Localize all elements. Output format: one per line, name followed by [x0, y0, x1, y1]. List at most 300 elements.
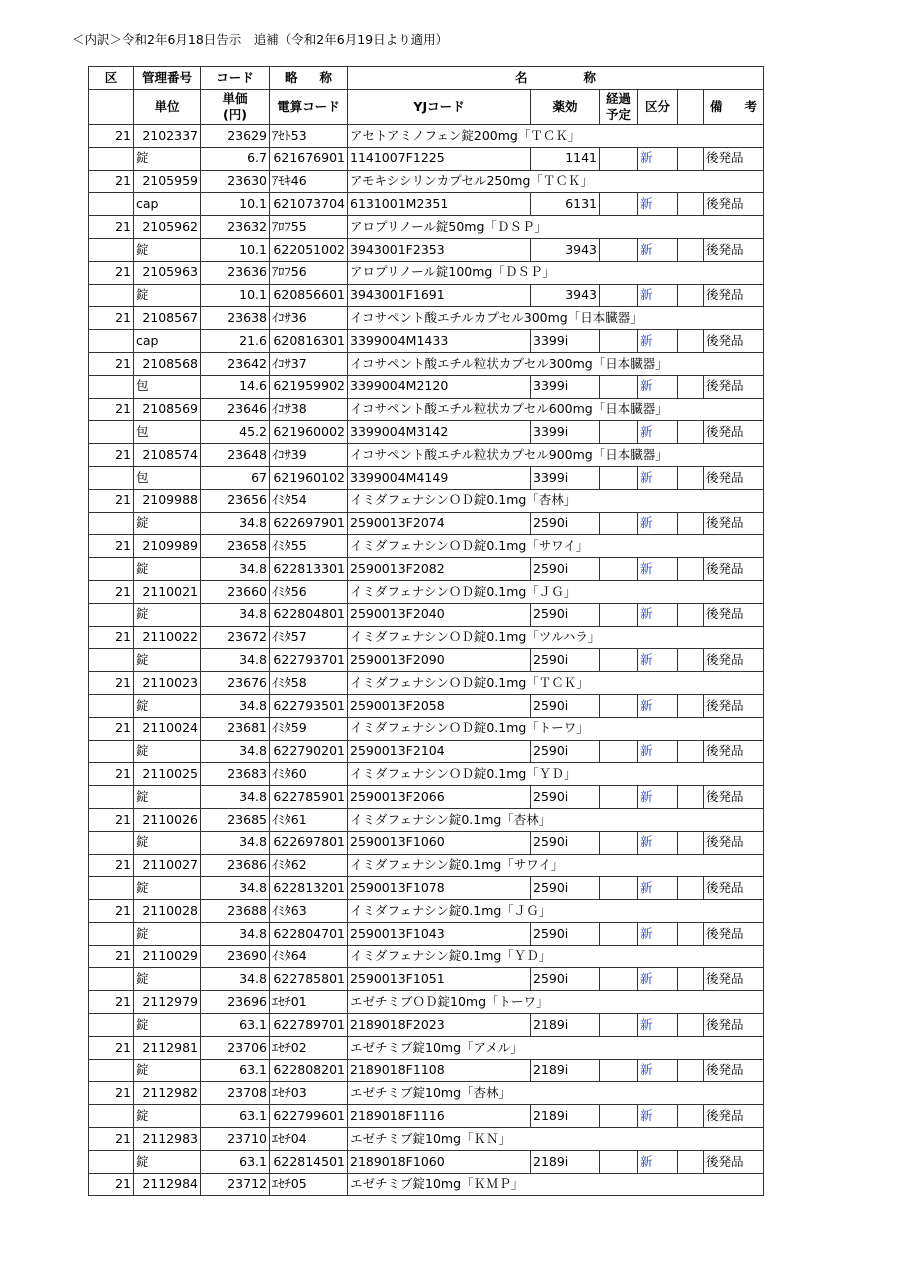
biko-cell: 後発品 — [704, 375, 764, 398]
ku-cell: 21 — [89, 170, 134, 193]
code-cell: 23656 — [201, 489, 270, 512]
kanri-number-cell: 2110027 — [134, 854, 201, 877]
yj-code-cell: 2189018F1116 — [348, 1105, 531, 1128]
abbreviation-cell: ｴｾﾁ01 — [270, 991, 348, 1014]
yakko-cell: 3399i — [531, 421, 600, 444]
blank-cell-2 — [678, 922, 704, 945]
table-row-detail — [89, 740, 764, 763]
kanri-number-cell: 2102337 — [134, 125, 201, 148]
ku-cell: 21 — [89, 1082, 134, 1105]
price-cell: 34.8 — [201, 877, 270, 900]
abbreviation-cell: ｴｾﾁ02 — [270, 1036, 348, 1059]
code-cell: 23629 — [201, 125, 270, 148]
ku-cell: 21 — [89, 307, 134, 330]
ku-cell: 21 — [89, 261, 134, 284]
header-keika-line-1: 経過 — [605, 91, 631, 107]
biko-cell: 後発品 — [704, 512, 764, 535]
abbreviation-cell: ｲﾐﾀ64 — [270, 945, 348, 968]
keika-cell — [600, 558, 638, 581]
blank-cell — [89, 968, 134, 991]
kubun-cell: 新 — [638, 831, 678, 854]
kubun-cell: 新 — [638, 558, 678, 581]
blank-cell-2 — [678, 649, 704, 672]
header-yj: YJコード — [348, 90, 531, 125]
drug-name-cell: アロプリノール錠50mg「ＤＳＰ」 — [348, 216, 764, 239]
unit-cell: 錠 — [134, 694, 201, 717]
kanri-number-cell: 2108568 — [134, 352, 201, 375]
abbreviation-cell: ｴｾﾁ03 — [270, 1082, 348, 1105]
header-ku: 区 — [89, 67, 134, 90]
drug-name-cell: アモキシシリンカプセル250mg「ＴＣＫ」 — [348, 170, 764, 193]
yakko-cell: 2189i — [531, 1150, 600, 1173]
header-tanka-line-1: 単価 — [222, 91, 248, 107]
header-row-1 — [89, 67, 764, 90]
kanri-number-cell: 2110028 — [134, 900, 201, 923]
header-kanri: 管理番号 — [134, 67, 201, 90]
blank-cell — [89, 512, 134, 535]
table-row-detail — [89, 284, 764, 307]
table-row — [89, 1082, 764, 1105]
biko-cell: 後発品 — [704, 740, 764, 763]
keika-cell — [600, 466, 638, 489]
yakko-cell: 2590i — [531, 558, 600, 581]
biko-cell: 後発品 — [704, 284, 764, 307]
kubun-cell: 新 — [638, 786, 678, 809]
blank-cell — [89, 466, 134, 489]
densan-code-cell: 622813201 — [270, 877, 348, 900]
kanri-number-cell: 2110025 — [134, 763, 201, 786]
ku-cell: 21 — [89, 854, 134, 877]
biko-cell: 後発品 — [704, 968, 764, 991]
biko-cell: 後発品 — [704, 421, 764, 444]
table-row-detail — [89, 512, 764, 535]
header-biko-char-2: 考 — [744, 99, 758, 115]
densan-code-cell: 622697801 — [270, 831, 348, 854]
code-cell: 23676 — [201, 672, 270, 695]
keika-cell — [600, 193, 638, 216]
yakko-cell: 2590i — [531, 922, 600, 945]
densan-code-cell: 622790201 — [270, 740, 348, 763]
drug-name-cell: イミダフェナシンＯＤ錠0.1mg「トーワ」 — [348, 717, 764, 740]
price-cell: 63.1 — [201, 1059, 270, 1082]
blank-cell — [89, 558, 134, 581]
table-row-detail — [89, 603, 764, 626]
blank-cell — [89, 375, 134, 398]
abbreviation-cell: ｲﾐﾀ55 — [270, 535, 348, 558]
drug-name-cell: イミダフェナシンＯＤ錠0.1mg「ＹＤ」 — [348, 763, 764, 786]
keika-cell — [600, 1014, 638, 1037]
kubun-cell: 新 — [638, 922, 678, 945]
header-blank — [89, 90, 134, 125]
unit-cell: cap — [134, 193, 201, 216]
blank-cell — [89, 649, 134, 672]
unit-cell: 錠 — [134, 1150, 201, 1173]
yakko-cell: 2590i — [531, 603, 600, 626]
drug-name-cell: アセトアミノフェン錠200mg「ＴＣＫ」 — [348, 125, 764, 148]
table-row — [89, 125, 764, 148]
blank-cell — [89, 786, 134, 809]
yj-code-cell: 3943001F1691 — [348, 284, 531, 307]
header-keika-line-2: 予定 — [605, 107, 631, 122]
keika-cell — [600, 968, 638, 991]
table-row-detail — [89, 968, 764, 991]
abbreviation-cell: ｲﾐﾀ57 — [270, 626, 348, 649]
code-cell: 23660 — [201, 580, 270, 603]
blank-cell — [89, 1014, 134, 1037]
ku-cell: 21 — [89, 580, 134, 603]
kanri-number-cell: 2112984 — [134, 1173, 201, 1196]
header-biko-char-1: 備 — [710, 99, 723, 115]
kanri-number-cell: 2109989 — [134, 535, 201, 558]
blank-cell-2 — [678, 375, 704, 398]
ku-cell: 21 — [89, 672, 134, 695]
biko-cell: 後発品 — [704, 694, 764, 717]
header-mei-char-2: 称 — [583, 69, 597, 85]
unit-cell: 錠 — [134, 1105, 201, 1128]
abbreviation-cell: ｱｾﾄ53 — [270, 125, 348, 148]
yakko-cell: 2590i — [531, 831, 600, 854]
header-ryaku-char-2: 称 — [319, 69, 333, 85]
keika-cell — [600, 375, 638, 398]
table-row — [89, 307, 764, 330]
blank-cell-2 — [678, 968, 704, 991]
code-cell: 23632 — [201, 216, 270, 239]
blank-cell — [89, 740, 134, 763]
yj-code-cell: 2189018F1108 — [348, 1059, 531, 1082]
biko-cell: 後発品 — [704, 831, 764, 854]
header-densan: 電算コード — [270, 90, 348, 125]
unit-cell: 錠 — [134, 877, 201, 900]
blank-cell — [89, 694, 134, 717]
keika-cell — [600, 421, 638, 444]
biko-cell: 後発品 — [704, 330, 764, 353]
header-tani: 単位 — [134, 90, 201, 125]
table-row-detail — [89, 922, 764, 945]
ku-cell: 21 — [89, 1173, 134, 1196]
blank-cell — [89, 330, 134, 353]
kanri-number-cell: 2109988 — [134, 489, 201, 512]
keika-cell — [600, 649, 638, 672]
unit-cell: 錠 — [134, 238, 201, 261]
abbreviation-cell: ｲﾐﾀ61 — [270, 808, 348, 831]
price-cell: 63.1 — [201, 1105, 270, 1128]
yakko-cell: 2189i — [531, 1059, 600, 1082]
yj-code-cell: 2590013F2074 — [348, 512, 531, 535]
abbreviation-cell: ｲﾐﾀ63 — [270, 900, 348, 923]
unit-cell: 錠 — [134, 649, 201, 672]
kanri-number-cell: 2105962 — [134, 216, 201, 239]
table-row-detail — [89, 558, 764, 581]
code-cell: 23658 — [201, 535, 270, 558]
biko-cell: 後発品 — [704, 603, 764, 626]
biko-cell: 後発品 — [704, 147, 764, 170]
price-cell: 34.8 — [201, 603, 270, 626]
drug-name-cell: エゼチミブ錠10mg「アメル」 — [348, 1036, 764, 1059]
price-cell: 34.8 — [201, 558, 270, 581]
blank-cell-2 — [678, 147, 704, 170]
biko-cell: 後発品 — [704, 877, 764, 900]
blank-cell-2 — [678, 786, 704, 809]
ku-cell: 21 — [89, 763, 134, 786]
kubun-cell: 新 — [638, 193, 678, 216]
abbreviation-cell: ｲﾐﾀ58 — [270, 672, 348, 695]
table-row — [89, 398, 764, 421]
densan-code-cell: 620816301 — [270, 330, 348, 353]
abbreviation-cell: ｲｺｻ37 — [270, 352, 348, 375]
header-tanka-line-2: (円) — [223, 107, 247, 122]
yakko-cell: 3399i — [531, 466, 600, 489]
ku-cell: 21 — [89, 489, 134, 512]
drug-name-cell: イミダフェナシン錠0.1mg「サワイ」 — [348, 854, 764, 877]
blank-cell-2 — [678, 558, 704, 581]
kubun-cell: 新 — [638, 694, 678, 717]
code-cell: 23681 — [201, 717, 270, 740]
code-cell: 23708 — [201, 1082, 270, 1105]
price-cell: 34.8 — [201, 649, 270, 672]
drug-name-cell: イミダフェナシンＯＤ錠0.1mg「ＴＣＫ」 — [348, 672, 764, 695]
densan-code-cell: 622804801 — [270, 603, 348, 626]
abbreviation-cell: ｲﾐﾀ62 — [270, 854, 348, 877]
ku-cell: 21 — [89, 216, 134, 239]
ku-cell: 21 — [89, 626, 134, 649]
abbreviation-cell: ｲﾐﾀ59 — [270, 717, 348, 740]
ku-cell: 21 — [89, 1128, 134, 1151]
biko-cell: 後発品 — [704, 466, 764, 489]
blank-cell-2 — [678, 193, 704, 216]
keika-cell — [600, 922, 638, 945]
yj-code-cell: 2590013F2082 — [348, 558, 531, 581]
blank-cell — [89, 831, 134, 854]
price-cell: 14.6 — [201, 375, 270, 398]
biko-cell: 後発品 — [704, 1105, 764, 1128]
yj-code-cell: 3943001F2353 — [348, 238, 531, 261]
yj-code-cell: 2189018F2023 — [348, 1014, 531, 1037]
yj-code-cell: 2590013F1051 — [348, 968, 531, 991]
densan-code-cell: 621073704 — [270, 193, 348, 216]
price-cell: 10.1 — [201, 238, 270, 261]
yj-code-cell: 1141007F1225 — [348, 147, 531, 170]
blank-cell-2 — [678, 603, 704, 626]
page-title: ＜内訳＞令和2年6月18日告示 追補（令和2年6月19日より適用） — [72, 32, 449, 47]
header-blank-2 — [678, 90, 704, 125]
price-cell: 10.1 — [201, 193, 270, 216]
biko-cell: 後発品 — [704, 1150, 764, 1173]
densan-code-cell: 622697901 — [270, 512, 348, 535]
table-row-detail — [89, 375, 764, 398]
code-cell: 23646 — [201, 398, 270, 421]
table-row — [89, 763, 764, 786]
kubun-cell: 新 — [638, 1105, 678, 1128]
yj-code-cell: 3399004M2120 — [348, 375, 531, 398]
yj-code-cell: 3399004M1433 — [348, 330, 531, 353]
kanri-number-cell: 2110021 — [134, 580, 201, 603]
densan-code-cell: 622799601 — [270, 1105, 348, 1128]
densan-code-cell: 622785901 — [270, 786, 348, 809]
table-row-detail — [89, 238, 764, 261]
densan-code-cell: 621959902 — [270, 375, 348, 398]
table-row-detail — [89, 193, 764, 216]
code-cell: 23688 — [201, 900, 270, 923]
kanri-number-cell: 2108569 — [134, 398, 201, 421]
code-cell: 23642 — [201, 352, 270, 375]
price-cell: 34.8 — [201, 968, 270, 991]
ku-cell: 21 — [89, 535, 134, 558]
keika-cell — [600, 1150, 638, 1173]
kanri-number-cell: 2110023 — [134, 672, 201, 695]
price-cell: 34.8 — [201, 512, 270, 535]
yakko-cell: 2189i — [531, 1014, 600, 1037]
table-row-detail — [89, 1014, 764, 1037]
yakko-cell: 2590i — [531, 877, 600, 900]
table-row — [89, 170, 764, 193]
keika-cell — [600, 1105, 638, 1128]
code-cell: 23712 — [201, 1173, 270, 1196]
drug-name-cell: エゼチミブ錠10mg「ＫＮ」 — [348, 1128, 764, 1151]
keika-cell — [600, 238, 638, 261]
yakko-cell: 6131 — [531, 193, 600, 216]
blank-cell-2 — [678, 1105, 704, 1128]
keika-cell — [600, 330, 638, 353]
biko-cell: 後発品 — [704, 649, 764, 672]
unit-cell: 錠 — [134, 1014, 201, 1037]
kanri-number-cell: 2110029 — [134, 945, 201, 968]
drug-name-cell: イコサペント酸エチルカプセル300mg「日本臓器」 — [348, 307, 764, 330]
ku-cell: 21 — [89, 991, 134, 1014]
kubun-cell: 新 — [638, 603, 678, 626]
yj-code-cell: 2590013F1078 — [348, 877, 531, 900]
unit-cell: 錠 — [134, 603, 201, 626]
code-cell: 23710 — [201, 1128, 270, 1151]
densan-code-cell: 622793501 — [270, 694, 348, 717]
yj-code-cell: 2590013F2040 — [348, 603, 531, 626]
drug-name-cell: イコサペント酸エチル粒状カプセル300mg「日本臓器」 — [348, 352, 764, 375]
ku-cell: 21 — [89, 717, 134, 740]
unit-cell: 包 — [134, 466, 201, 489]
unit-cell: 錠 — [134, 284, 201, 307]
ku-cell: 21 — [89, 444, 134, 467]
header-biko — [704, 90, 764, 125]
abbreviation-cell: ｴｾﾁ04 — [270, 1128, 348, 1151]
table-row-detail — [89, 694, 764, 717]
ku-cell: 21 — [89, 808, 134, 831]
blank-cell — [89, 284, 134, 307]
yakko-cell: 3943 — [531, 238, 600, 261]
kubun-cell: 新 — [638, 330, 678, 353]
kubun-cell: 新 — [638, 877, 678, 900]
blank-cell-2 — [678, 421, 704, 444]
code-cell: 23672 — [201, 626, 270, 649]
header-kubun: 区分 — [638, 90, 678, 125]
drug-name-cell: アロプリノール錠100mg「ＤＳＰ」 — [348, 261, 764, 284]
yj-code-cell: 2590013F2104 — [348, 740, 531, 763]
ku-cell: 21 — [89, 945, 134, 968]
biko-cell: 後発品 — [704, 1059, 764, 1082]
yakko-cell: 2590i — [531, 512, 600, 535]
abbreviation-cell: ｲｺｻ39 — [270, 444, 348, 467]
unit-cell: 錠 — [134, 558, 201, 581]
blank-cell-2 — [678, 831, 704, 854]
unit-cell: cap — [134, 330, 201, 353]
blank-cell — [89, 603, 134, 626]
ku-cell: 21 — [89, 398, 134, 421]
table-row — [89, 1173, 764, 1196]
blank-cell-2 — [678, 877, 704, 900]
densan-code-cell: 622813301 — [270, 558, 348, 581]
keika-cell — [600, 284, 638, 307]
kubun-cell: 新 — [638, 1014, 678, 1037]
abbreviation-cell: ｴｾﾁ05 — [270, 1173, 348, 1196]
abbreviation-cell: ｲﾐﾀ56 — [270, 580, 348, 603]
table-row — [89, 261, 764, 284]
densan-code-cell: 621960002 — [270, 421, 348, 444]
blank-cell-2 — [678, 694, 704, 717]
drug-name-cell: イミダフェナシンＯＤ錠0.1mg「ＪＧ」 — [348, 580, 764, 603]
price-cell: 21.6 — [201, 330, 270, 353]
densan-code-cell: 620856601 — [270, 284, 348, 307]
kanri-number-cell: 2112979 — [134, 991, 201, 1014]
unit-cell: 錠 — [134, 831, 201, 854]
unit-cell: 錠 — [134, 1059, 201, 1082]
price-cell: 63.1 — [201, 1014, 270, 1037]
keika-cell — [600, 1059, 638, 1082]
table-row-detail — [89, 786, 764, 809]
drug-name-cell: エゼチミブ錠10mg「ＫＭＰ」 — [348, 1173, 764, 1196]
price-cell: 63.1 — [201, 1150, 270, 1173]
header-row-2 — [89, 90, 764, 125]
header-code: コード — [201, 67, 270, 90]
yakko-cell: 2590i — [531, 694, 600, 717]
abbreviation-cell: ｱﾓｷ46 — [270, 170, 348, 193]
drug-name-cell: イコサペント酸エチル粒状カプセル600mg「日本臓器」 — [348, 398, 764, 421]
drug-name-cell: イミダフェナシン錠0.1mg「杏林」 — [348, 808, 764, 831]
blank-cell — [89, 1105, 134, 1128]
table-row — [89, 489, 764, 512]
price-cell: 34.8 — [201, 740, 270, 763]
table-row — [89, 444, 764, 467]
price-cell: 34.8 — [201, 694, 270, 717]
abbreviation-cell: ｱﾛﾌ55 — [270, 216, 348, 239]
blank-cell — [89, 922, 134, 945]
yj-code-cell: 2590013F2058 — [348, 694, 531, 717]
blank-cell-2 — [678, 1014, 704, 1037]
biko-cell: 後発品 — [704, 238, 764, 261]
yakko-cell: 1141 — [531, 147, 600, 170]
table-row-detail — [89, 1105, 764, 1128]
kubun-cell: 新 — [638, 238, 678, 261]
header-mei-char-1: 名 — [515, 69, 528, 85]
densan-code-cell: 622789701 — [270, 1014, 348, 1037]
unit-cell: 包 — [134, 421, 201, 444]
price-cell: 34.8 — [201, 831, 270, 854]
price-cell: 34.8 — [201, 786, 270, 809]
kanri-number-cell: 2108567 — [134, 307, 201, 330]
price-cell: 6.7 — [201, 147, 270, 170]
header-mei — [348, 67, 764, 90]
unit-cell: 包 — [134, 375, 201, 398]
price-cell: 45.2 — [201, 421, 270, 444]
header-ryaku — [270, 67, 348, 90]
kubun-cell: 新 — [638, 375, 678, 398]
kanri-number-cell: 2105963 — [134, 261, 201, 284]
yj-code-cell: 2590013F2066 — [348, 786, 531, 809]
unit-cell: 錠 — [134, 786, 201, 809]
yj-code-cell: 3399004M3142 — [348, 421, 531, 444]
blank-cell — [89, 877, 134, 900]
densan-code-cell: 621960102 — [270, 466, 348, 489]
blank-cell — [89, 193, 134, 216]
table-row-detail — [89, 1150, 764, 1173]
yakko-cell: 3399i — [531, 330, 600, 353]
